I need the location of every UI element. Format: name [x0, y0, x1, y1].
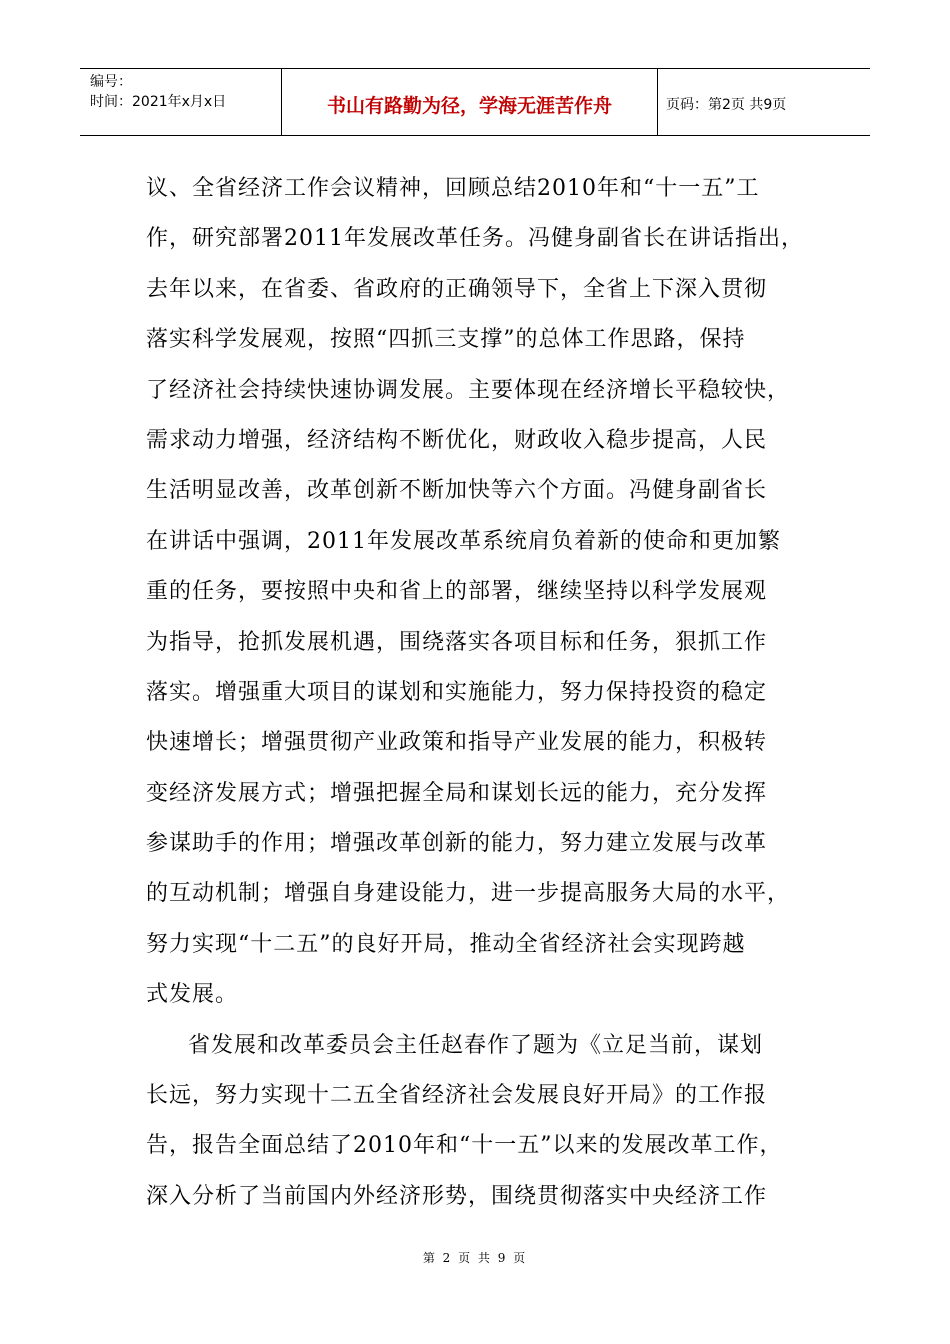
- header-motto: 书山有路勤为径，学海无涯苦作舟: [282, 69, 658, 135]
- body-line: 落实。增强重大项目的谋划和实施能力，努力保持投资的稳定: [146, 679, 768, 705]
- body-line: 需求动力增强，经济结构不断优化，财政收入稳步提高，人民: [146, 427, 768, 453]
- page-header: [80, 68, 870, 136]
- body-line: 的互动机制；增强自身建设能力，进一步提高服务大局的水平，: [146, 881, 791, 907]
- body-line: 落实科学发展观，按照“四抓三支撑”的总体工作思路，保持: [146, 327, 746, 353]
- paragraph-start-line: 省发展和改革委员会主任赵春作了题为《立足当前，谋划: [188, 1032, 764, 1058]
- document-date: 时间：2021年x月x日: [90, 94, 227, 110]
- body-line: 议、全省经济工作会议精神，回顾总结2010年和“十一五”工: [146, 176, 760, 201]
- header-page-code: 页码：第2页 共9页: [666, 97, 787, 113]
- body-line: 式发展。: [146, 982, 239, 1008]
- body-line: 告，报告全面总结了2010年和“十一五”以来的发展改革工作，: [146, 1133, 783, 1159]
- body-line: 去年以来，在省委、省政府的正确领导下，全省上下深入贯彻: [146, 276, 768, 302]
- body-line: 参谋助手的作用；增强改革创新的能力，努力建立发展与改革: [146, 831, 768, 857]
- body-line: 长远，努力实现十二五全省经济社会发展良好开局》的工作报: [146, 1083, 768, 1109]
- body-line: 努力实现“十二五”的良好开局，推动全省经济社会实现跨越: [146, 931, 746, 957]
- header-meta: [80, 69, 282, 135]
- page-footer: 第 2 页 共 9 页: [422, 1251, 528, 1265]
- body-line: 了经济社会持续快速协调发展。主要体现在经济增长平稳较快，: [146, 377, 791, 403]
- body-line: 在讲话中强调，2011年发展改革系统肩负着新的使命和更加繁: [146, 528, 781, 554]
- body-line: 深入分析了当前国内外经济形势，围绕贯彻落实中央经济工作: [146, 1183, 768, 1209]
- body-line: 快速增长；增强贯彻产业政策和指导产业发展的能力，积极转: [146, 730, 768, 756]
- body-line: 变经济发展方式；增强把握全局和谋划长远的能力，充分发挥: [146, 780, 768, 806]
- document-body: [146, 164, 826, 1222]
- body-line: 重的任务，要按照中央和省上的部署，继续坚持以科学发展观: [146, 579, 768, 605]
- document-number-label: 编号：: [90, 74, 132, 90]
- body-line: 生活明显改善，改革创新不断加快等六个方面。冯健身副省长: [146, 478, 768, 504]
- body-line: 作，研究部署2011年发展改革任务。冯健身副省长在讲话指出，: [146, 226, 804, 252]
- body-line: 为指导，抢抓发展机遇，围绕落实各项目标和任务，狠抓工作: [146, 629, 768, 655]
